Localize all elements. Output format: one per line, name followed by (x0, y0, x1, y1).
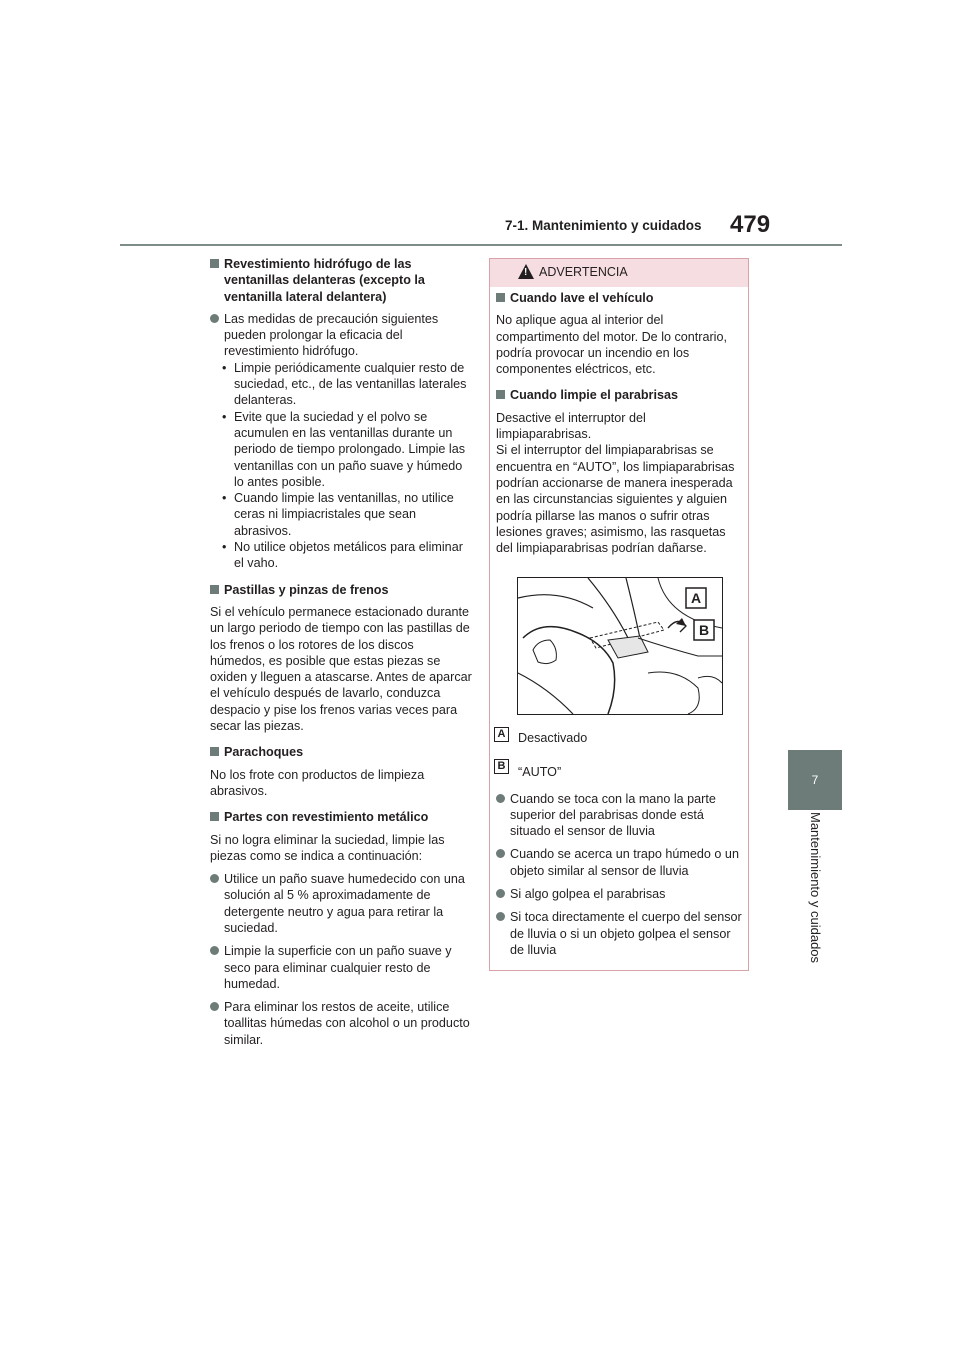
header-rule (120, 244, 842, 246)
warning-header (490, 259, 748, 287)
callout-letter: B (494, 759, 509, 774)
warning-title: ADVERTENCIA (539, 265, 628, 279)
exclamation-icon: ! (524, 267, 528, 278)
note-item: Si toca directamente el cuerpo del sensor de lluvia o si un objeto golpea el sensor de lluvia (496, 909, 744, 958)
callout-b (494, 759, 744, 780)
note-item: Cuando se acerca un trapo húmedo o un objeto similar al sensor de lluvia (496, 846, 744, 879)
note-item: Cuando se toca con la mano la parte superior del parabrisas donde está situado el sensor de lluvia (496, 791, 744, 840)
paragraph: Si el vehículo permanece estacionado durante un largo periodo de tiempo con las pastillas de los frenos o los rotores de los discos húmedos, es posible que estas piezas se oxiden y lleguen a atascarse. Antes de aparcar el vehículo después de lavarlo, conduzca despacio y pise los frenos varias veces para secar las piezas. (210, 604, 472, 734)
left-column (210, 256, 472, 1058)
warning-windshield (496, 387, 744, 556)
section-bumpers (210, 744, 472, 799)
warning-content-lower (494, 727, 744, 965)
bullet-item: • No utilice objetos metálicos para eliminar el vaho. (210, 539, 472, 572)
section-brakes (210, 582, 472, 735)
section-heading: Revestimiento hidrófugo de las ventanillas delanteras (excepto la ventanilla lateral delantera) (210, 256, 472, 305)
bullet-item: • Evite que la suciedad y el polvo se acumulen en las ventanillas durante un periodo de tiempo prolongado. Limpie las ventanillas con un paño suave y húmedo lo antes posible. (210, 409, 472, 490)
note-item: Las medidas de precaución siguientes pueden prolongar la eficacia del revestimiento hidrófugo. (210, 311, 472, 360)
callout-a (494, 727, 744, 746)
section-heading: Cuando lave el vehículo (496, 290, 744, 306)
section-heading: Parachoques (210, 744, 472, 760)
figure-label-a: A (690, 590, 702, 606)
callout-text: “AUTO” (518, 765, 562, 780)
bullet-item: • Limpie periódicamente cualquier resto de suciedad, etc., de las ventanillas laterales delanteras. (210, 360, 472, 409)
chapter-tab[interactable]: 7 (788, 750, 842, 810)
chapter-label (788, 812, 842, 982)
note-item: Limpie la superficie con un paño suave y seco para eliminar cualquier resto de humedad. (210, 943, 472, 992)
section-title: 7-1. Mantenimiento y cuidados (505, 218, 702, 233)
note-item: Para eliminar los restos de aceite, utilice toallitas húmedas con alcohol o un producto similar. (210, 999, 472, 1048)
note-item: Si algo golpea el parabrisas (496, 886, 744, 902)
bullet-item: • Cuando limpie las ventanillas, no utilice ceras ni limpiacristales que sean abrasivos. (210, 490, 472, 539)
callout-text: Desactivado (518, 731, 588, 745)
section-heading: Partes con revestimiento metálico (210, 809, 472, 825)
note-item: Utilice un paño suave humedecido con una solución al 5 % aproximadamente de detergente neutro y agua para retirar la suciedad. (210, 871, 472, 936)
chapter-label-text: Mantenimiento y cuidados (808, 812, 823, 964)
paragraph: Si el interruptor del limpiaparabrisas se encuentra en “AUTO”, los limpiaparabrisas podrían accionarse de manera inesperada en las circunstancias siguientes y alguien podría pillarse las manos o sufrir otras lesiones graves; asimismo, las rasquetas del limpiaparabrisas podrían dañarse. (496, 443, 735, 556)
section-heading: Pastillas y pinzas de frenos (210, 582, 472, 598)
section-metal-parts (210, 809, 472, 1048)
wiper-switch-illustration (517, 577, 723, 715)
section-water-repellent (210, 256, 472, 572)
section-heading: Cuando limpie el parabrisas (496, 387, 744, 403)
page-number: 479 (730, 211, 771, 238)
figure-label-b: B (698, 622, 710, 638)
paragraph: Si no logra eliminar la suciedad, limpie las piezas como se indica a continuación: (210, 832, 445, 863)
paragraph: Desactive el interruptor del limpiaparabrisas. (496, 410, 646, 442)
steering-wheel-illustration (518, 578, 722, 714)
warning-wash (496, 290, 744, 377)
paragraph: No aplique agua al interior del compartimento del motor. De lo contrario, podría provocar un incendio en los componentes eléctricos, etc. (496, 313, 727, 377)
warning-content (496, 290, 744, 566)
paragraph: No los frote con productos de limpieza abrasivos. (210, 767, 425, 798)
callout-letter: A (494, 727, 509, 742)
